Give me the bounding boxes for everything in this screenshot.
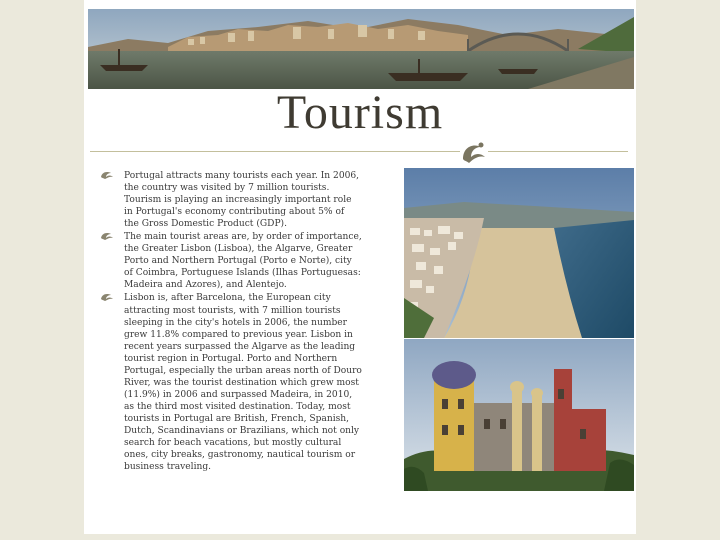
title-rule-left (90, 151, 460, 152)
title-rule-right (488, 151, 628, 152)
slide-frame-right (636, 0, 720, 540)
beach-photo (404, 168, 634, 338)
list-item (100, 231, 362, 291)
bullet-list (100, 170, 362, 474)
slide-frame-bottom (0, 534, 720, 540)
fleuron-ornament-icon (459, 137, 489, 167)
bullet-text: Portugal attracts many tourists each year. In 2006, the country was visited by 7 million tourists. Tourism is playing an increasingly important role in Portugal's economy contributing about 5% of the Gross Domestic Product (GDP). (124, 171, 360, 230)
bullet-text: The main tourist areas are, by order of importance, the Greater Lisbon (Lisboa), the Algarve, Greater Porto and Northern Portugal (Porto e Norte), city of Coimbra, Portuguese Islands (Ilhas Portuguesas: Madeira and Azores), and Alentejo. (124, 232, 362, 291)
fleuron-bullet-icon (100, 171, 114, 179)
fleuron-bullet-icon (100, 232, 114, 240)
slide-title: Tourism (276, 86, 444, 139)
list-item (100, 170, 362, 230)
slide-frame-left (0, 0, 84, 540)
banner-image (88, 9, 634, 89)
palace-photo (404, 339, 634, 491)
fleuron-bullet-icon (100, 293, 114, 301)
bullet-text: Lisbon is, after Barcelona, the European city attracting most tourists, with 7 million tourists sleeping in the city's hotels in 2006, the number grew 11.8% compared to previous year. Lisbon in recent years surpassed the Algarve as the leading tourist region in Portugal. Porto and Northern Portugal, especially the urban areas north of Douro River, was the tourist destination which grew most (11.9%) in 2006 and surpassed Madeira, in 2010, as the third most visited destination. Today, most tourists in Portugal are British, French, Spanish, Dutch, Scandinavians or Brazilians, which not only search for beach vacations, but mostly cultural ones, city breaks, gastronomy, nautical tourism or business traveling. (124, 293, 362, 473)
list-item (100, 292, 362, 473)
